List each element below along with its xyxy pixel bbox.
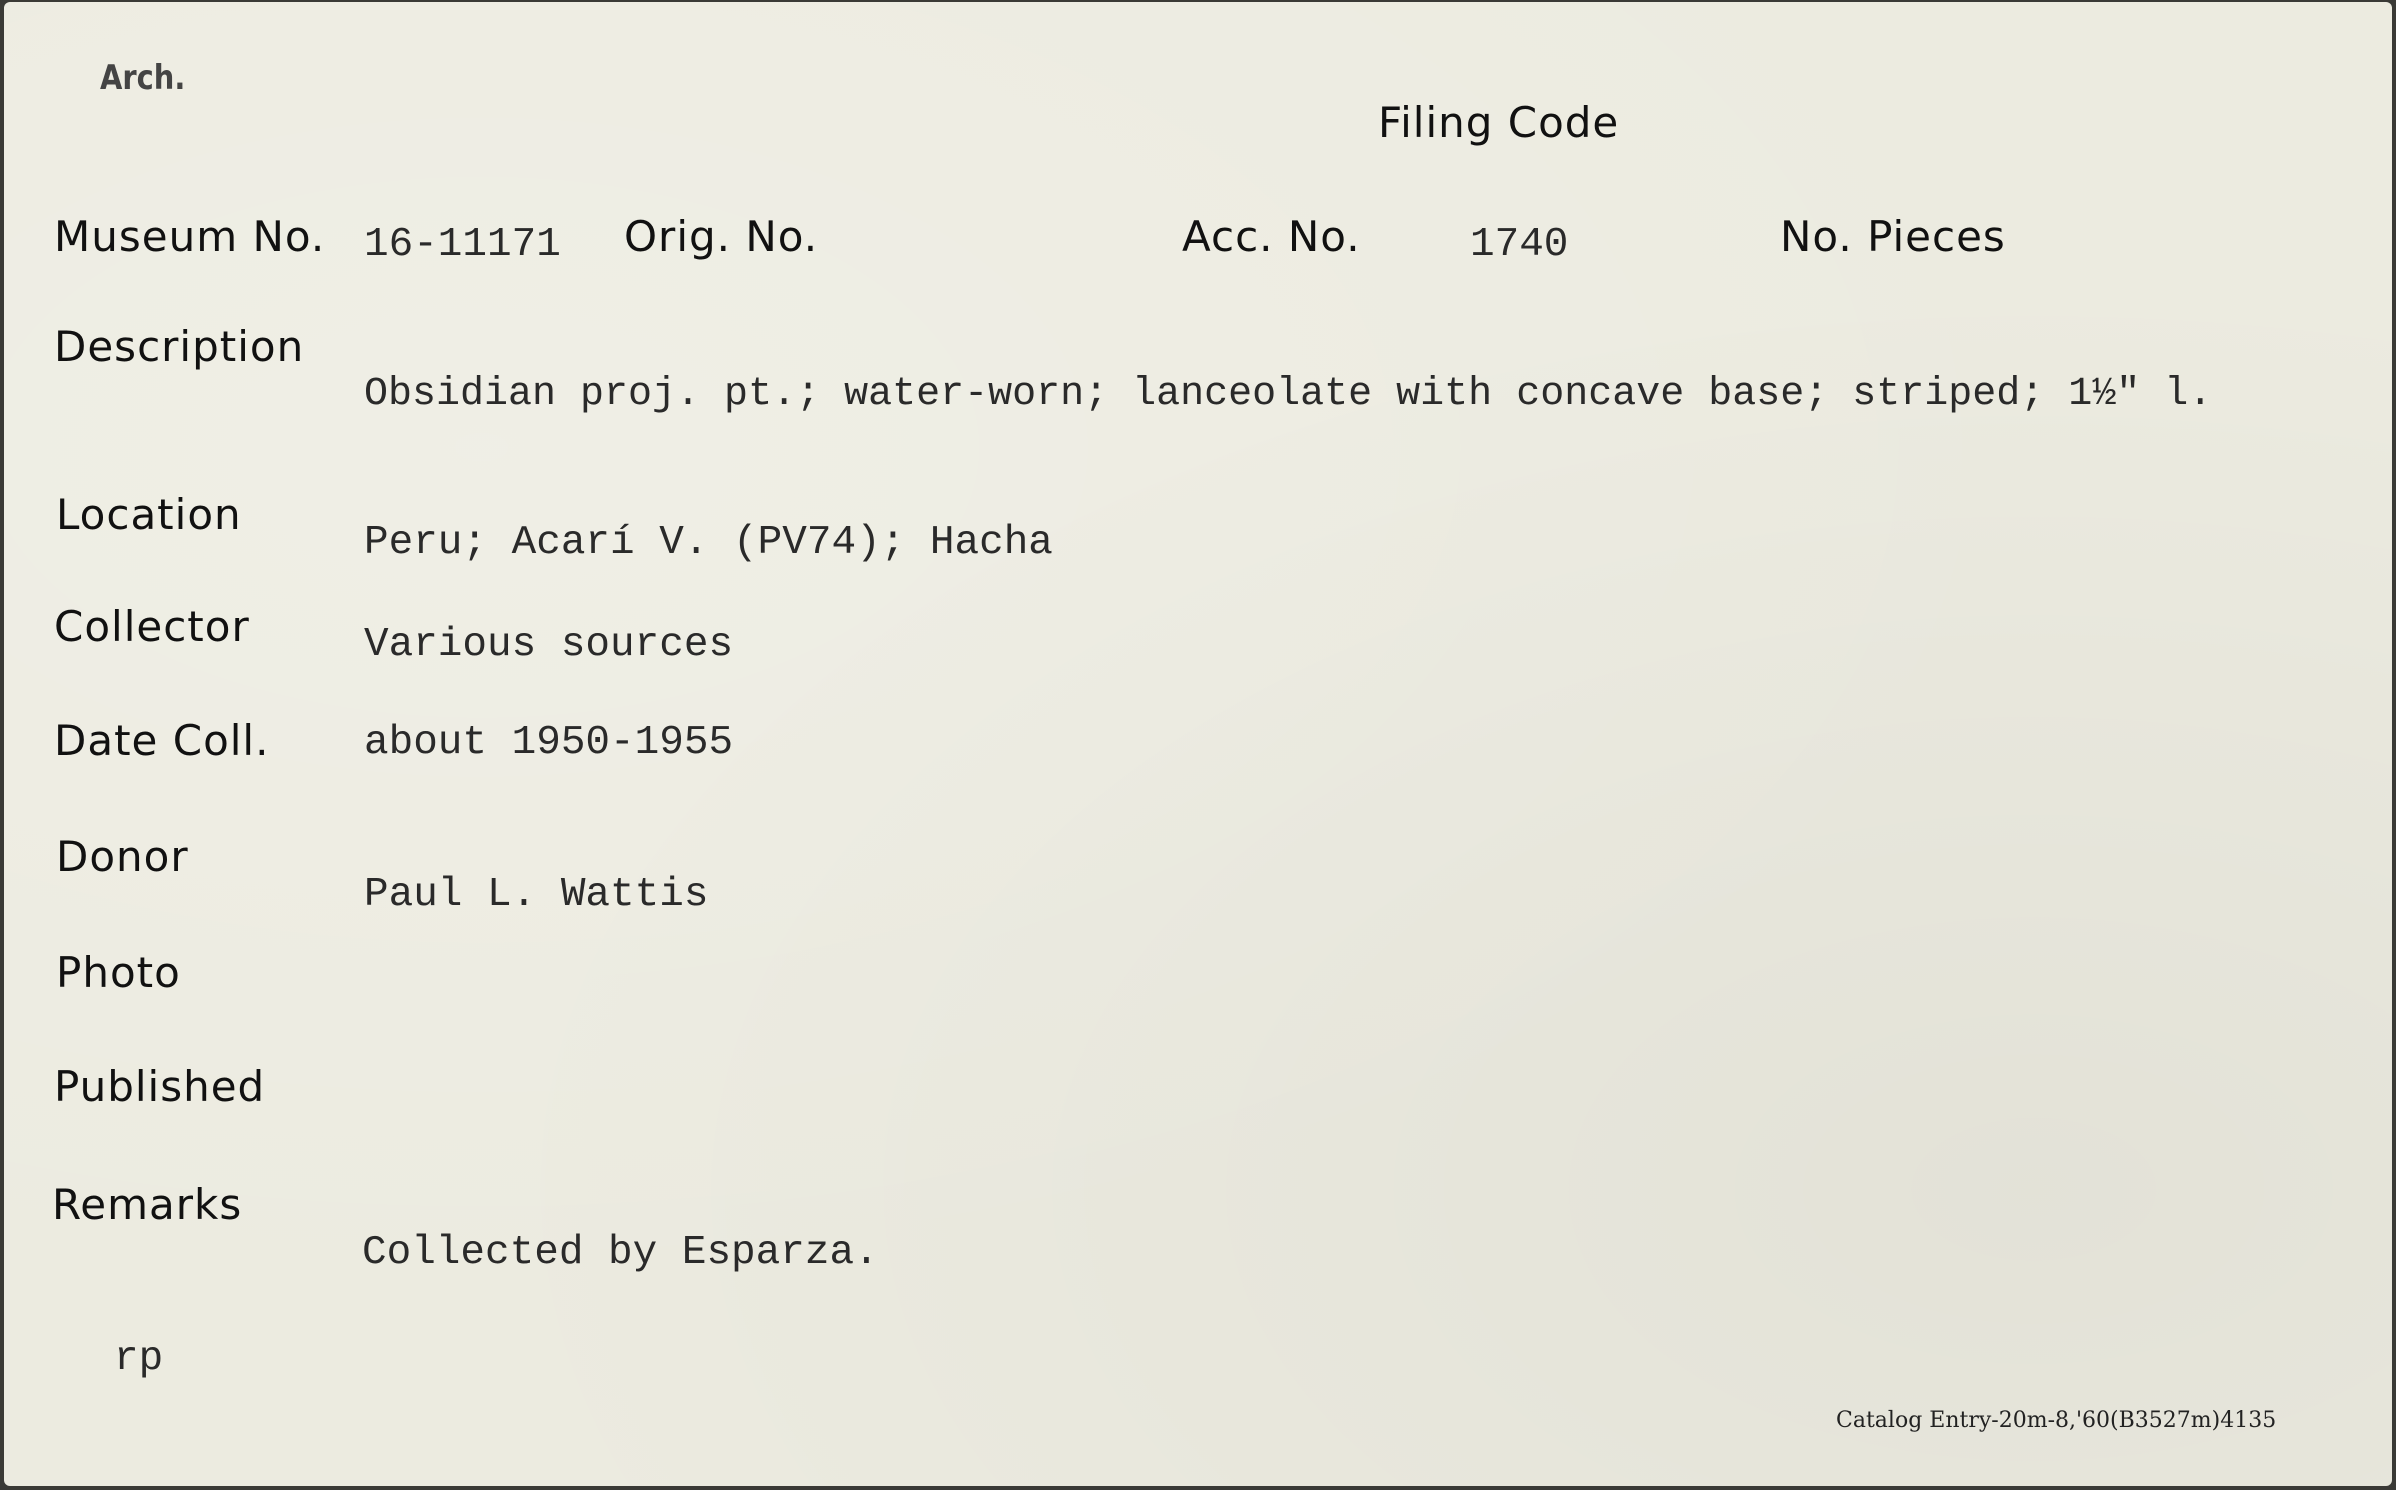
initials: rp	[114, 1336, 164, 1382]
no-pieces-label: No. Pieces	[1780, 212, 2006, 261]
donor-label: Donor	[56, 832, 189, 881]
remarks-label: Remarks	[52, 1180, 243, 1229]
date-coll-value: about 1950-1955	[364, 720, 734, 766]
catalog-card	[4, 2, 2392, 1486]
collector-label: Collector	[54, 602, 250, 651]
filing-code-label: Filing Code	[1378, 98, 1620, 147]
acc-no-label: Acc. No.	[1182, 212, 1361, 261]
description-value: Obsidian proj. pt.; water-worn; lanceolate with concave base; striped; 1½" l.	[364, 372, 2213, 417]
museum-no-value: 16-11171	[364, 222, 561, 268]
museum-no-label: Museum No.	[54, 212, 326, 261]
remarks-value: Collected by Esparza.	[362, 1230, 879, 1276]
donor-value: Paul L. Wattis	[364, 872, 709, 918]
location-value: Peru; Acarí V. (PV74); Hacha	[364, 520, 1053, 566]
acc-no-value: 1740	[1470, 222, 1569, 268]
catalog-entry-footer: Catalog Entry-20m-8,'60(B3527m)4135	[1836, 1408, 2277, 1433]
location-label: Location	[56, 490, 242, 539]
description-label: Description	[54, 322, 305, 371]
arch-label: Arch.	[100, 58, 186, 98]
orig-no-label: Orig. No.	[624, 212, 819, 261]
photo-label: Photo	[56, 948, 181, 997]
published-label: Published	[54, 1062, 266, 1111]
date-coll-label: Date Coll.	[54, 716, 270, 765]
collector-value: Various sources	[364, 622, 734, 668]
